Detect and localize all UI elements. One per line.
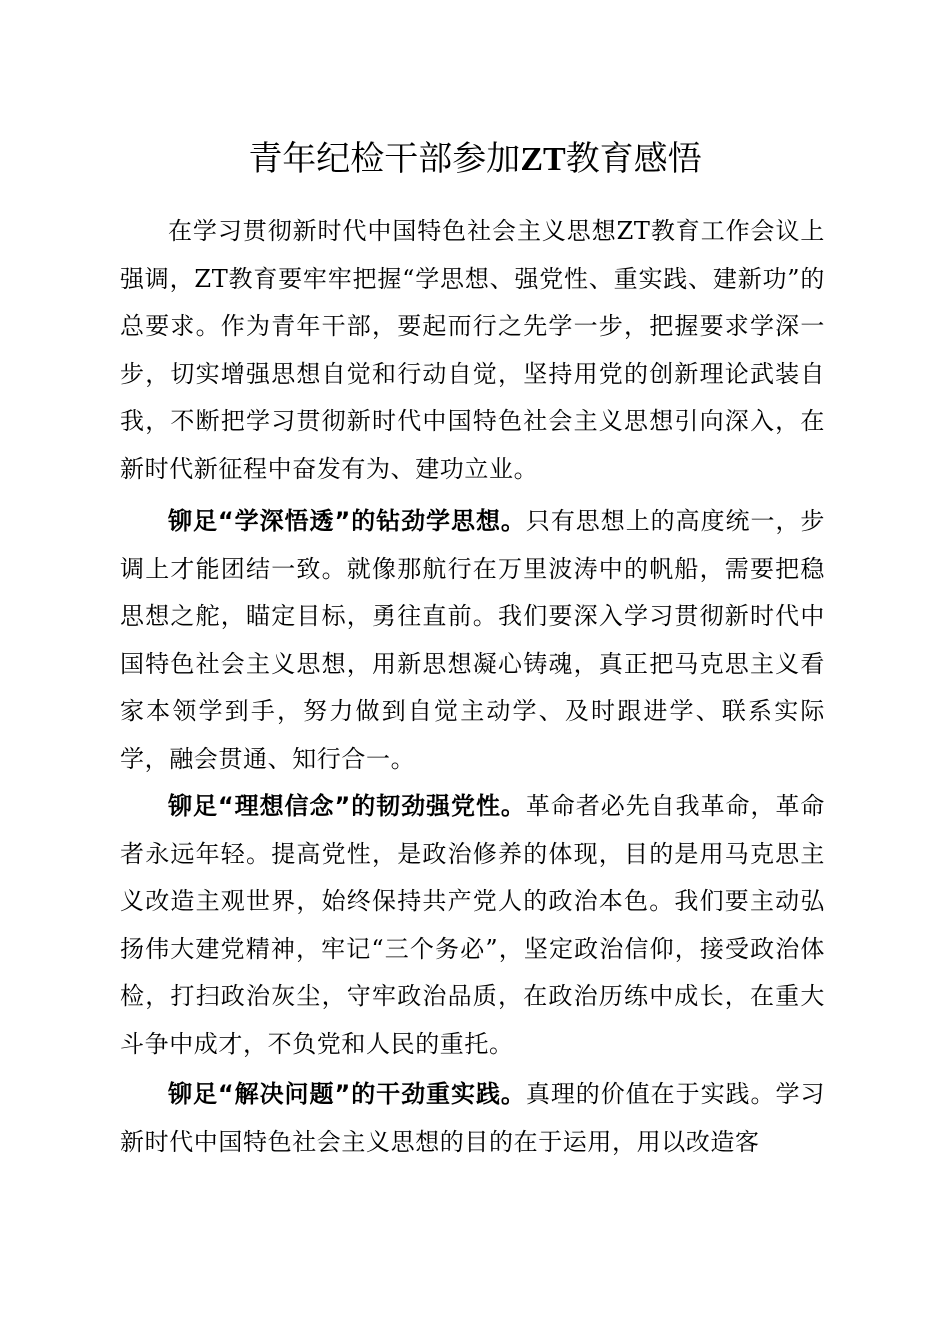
- paragraph-practice: [120, 1071, 825, 1166]
- paragraph-text: 真理的价值在于实践。学习新时代中国特色社会主义思想的目的在于运用，用以改造客: [120, 1080, 826, 1156]
- paragraph-text: 在学习贯彻新时代中国特色社会主义思想ZT教育工作会议上强调，ZT教育要牢牢把握“学思想、强党性、重实践、建新功”的总要求。作为青年干部，要起而行之先学一步，把握要求学深一步，切实增强思想自觉和行动自觉，坚持用党的创新理论武装自我，不断把学习贯彻新时代中国特色社会主义思想引向深入，在新时代新征程中奋发有为、建功立业。: [120, 217, 825, 483]
- paragraph-lead: 铆足“解决问题”的干劲重实践。: [168, 1080, 526, 1108]
- paragraph-text: 革命者必先自我革命，革命者永远年轻。提高党性，是政治修养的体现，目的是用马克思主义改造主观世界，始终保持共产党人的政治本色。我们要主动弘扬伟大建党精神，牢记“三个务必”，坚定政治信仰，接受政治体检，打扫政治灰尘，守牢政治品质，在政治历练中成长，在重大斗争中成才，不负党和人民的重托。: [120, 792, 826, 1058]
- paragraph-lead: 铆足“理想信念”的韧劲强党性。: [168, 792, 526, 820]
- title-part-1: 青年纪检干部参加: [248, 139, 521, 179]
- title-abbreviation: ZT: [520, 141, 566, 178]
- paragraph-lead: 铆足“学深悟透”的钻劲学思想。: [168, 507, 526, 535]
- title-part-2: 教育感悟: [565, 139, 702, 179]
- paragraph-intro: [120, 208, 825, 493]
- paragraph-text: 只有思想上的高度统一，步调上才能团结一致。就像那航行在万里波涛中的帆船，需要把稳思想之舵，瞄定目标，勇往直前。我们要深入学习贯彻新时代中国特色社会主义思想，用新思想凝心铸魂，真正把马克思主义看家本领学到手，努力做到自觉主动学、及时跟进学、联系实际学，融会贯通、知行合一。: [120, 507, 826, 773]
- paragraph-study-thought: [120, 498, 825, 783]
- document-title: [0, 136, 950, 183]
- paragraph-party-spirit: [120, 783, 825, 1068]
